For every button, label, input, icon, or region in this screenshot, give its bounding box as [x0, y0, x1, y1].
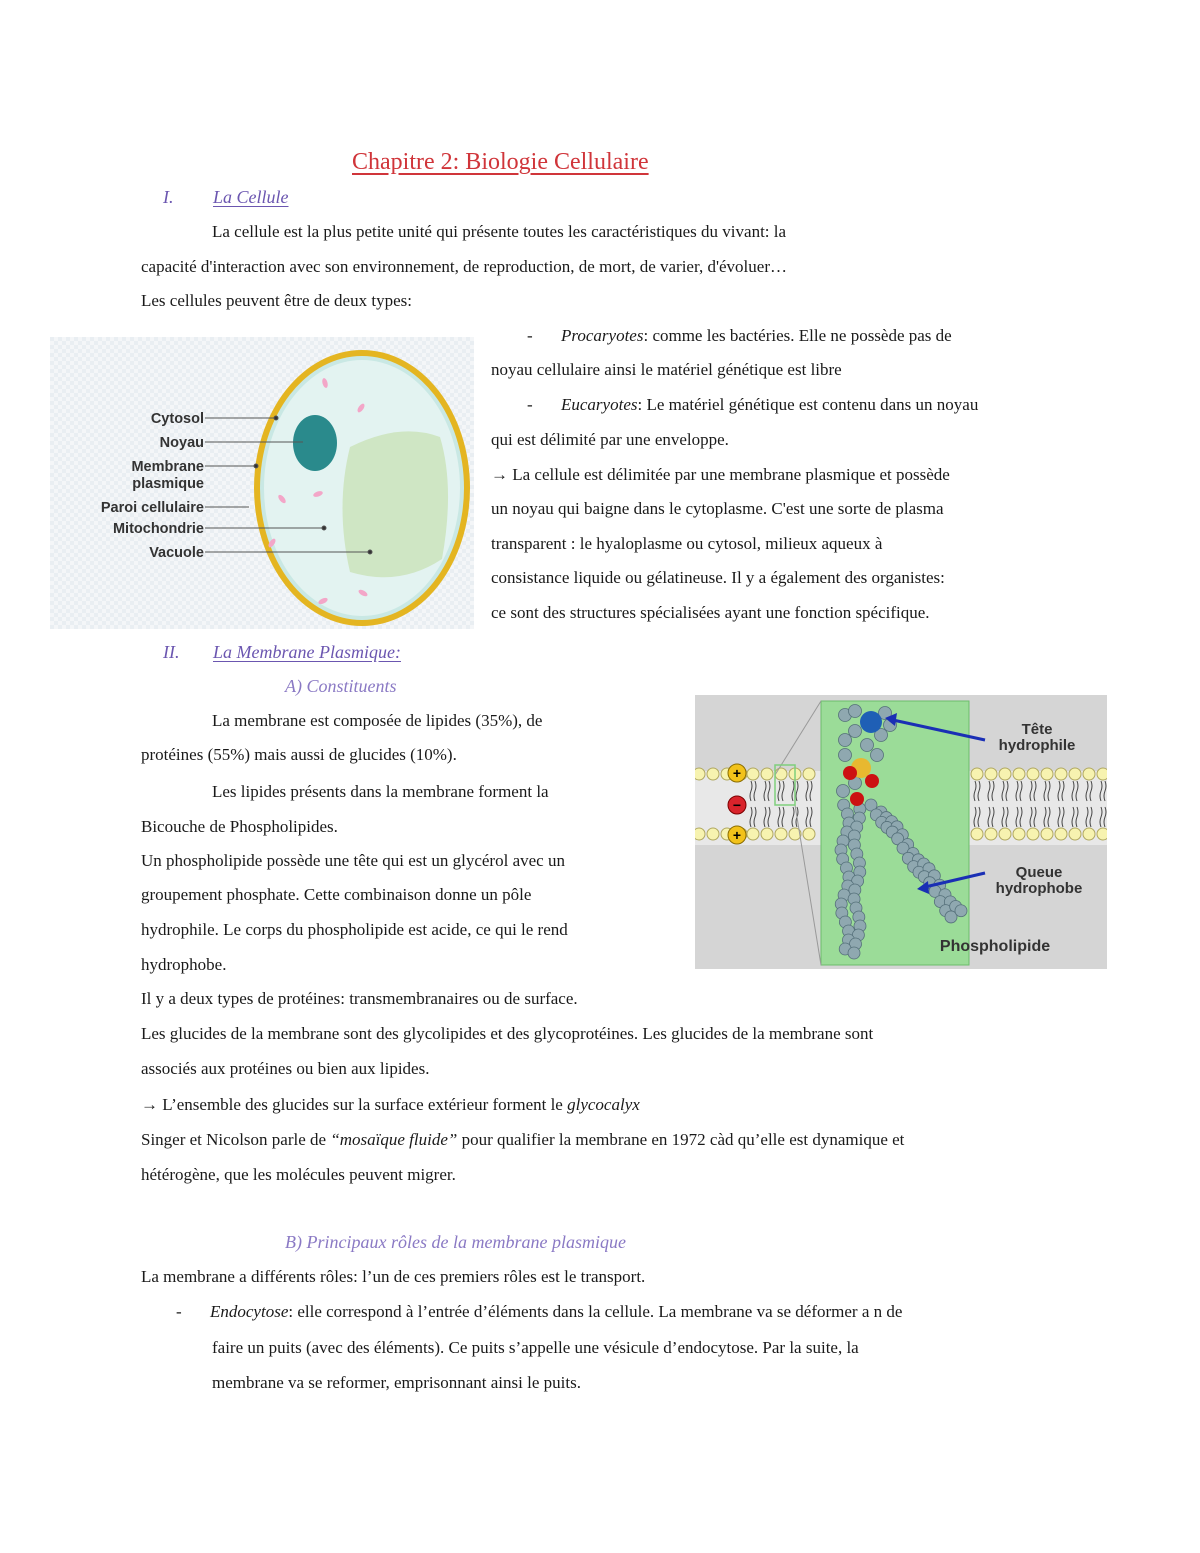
label-tete: Tête — [1021, 721, 1053, 738]
label-phospholipide: Phospholipide — [939, 938, 1051, 955]
svg-text:+: + — [732, 765, 742, 781]
plant-cell-figure — [50, 337, 474, 629]
lipid-head — [1013, 828, 1025, 840]
paragraph-line: ce sont des structures spécialisées ayant une fonction spécifique. — [491, 603, 930, 622]
mitochondria-leader-dot — [322, 526, 326, 530]
paragraph-line: Les cellules peuvent être de deux types: — [141, 291, 412, 310]
paragraph-line: Un phospholipide possède une tête qui est un glycérol avec un — [141, 851, 565, 870]
paragraph-line: protéines (55%) mais aussi de glucides (10%). — [141, 745, 457, 764]
section-1-title: La Cellule — [213, 187, 289, 207]
paragraph-line: qui est délimité par une enveloppe. — [491, 430, 729, 449]
section-2-number: II. — [163, 642, 180, 662]
lipid-head — [707, 828, 719, 840]
carbon-atom — [837, 785, 850, 798]
paragraph-line: capacité d'interaction avec son environnement, de reproduction, de mort, de varier, d'évoluer… — [141, 257, 787, 276]
lipid-head — [775, 768, 787, 780]
glycocalyx-term: glycocalyx — [567, 1095, 640, 1114]
paragraph-line: La membrane est composée de lipides (35%), de — [212, 711, 543, 730]
charge-minus — [728, 796, 746, 814]
label-membrane: Membrane — [131, 459, 204, 475]
vacuole — [343, 431, 449, 577]
lipid-head — [747, 828, 759, 840]
label-paroi: Paroi cellulaire — [100, 500, 204, 516]
paragraph-line: hétérogène, que les molécules peuvent migrer. — [141, 1165, 456, 1184]
choline-atom — [860, 711, 882, 733]
charge-plus-bottom — [728, 826, 746, 844]
paragraph-line: groupement phosphate. Cette combinaison donne un pôle — [141, 885, 532, 904]
endocytose-term: Endocytose — [210, 1302, 289, 1321]
label-vacuole: Vacuole — [149, 545, 204, 561]
cytosol-leader-dot — [274, 416, 278, 420]
carbon-atom — [839, 734, 852, 747]
paragraph-line: Il y a deux types de protéines: transmembranaires ou de surface. — [141, 989, 578, 1008]
carbon-atom — [848, 947, 860, 959]
lipid-head — [761, 768, 773, 780]
svg-text:+: + — [732, 827, 742, 843]
lipid-head — [1013, 768, 1025, 780]
phospholipid-figure — [695, 695, 1107, 969]
lipid-head — [1055, 828, 1067, 840]
mosaique-fluide-term: “mosaïque fluide” — [330, 1130, 458, 1149]
paragraph-line: La membrane a différents rôles: l’un de ces premiers rôles est le transport. — [141, 1267, 646, 1286]
paragraph-line: noyau cellulaire ainsi le matériel génétique est libre — [491, 360, 842, 379]
section-2-heading — [163, 643, 401, 661]
label-cytosol: Cytosol — [150, 411, 204, 427]
label-noyau: Noyau — [159, 435, 204, 451]
carbon-atom — [861, 739, 874, 752]
lipid-head — [1083, 828, 1095, 840]
eucaryotes-item: - Eucaryotes: Le matériel génétique est contenu dans un noyau — [527, 395, 979, 414]
lipid-head — [695, 828, 705, 840]
paragraph-line: Bicouche de Phospholipides. — [141, 817, 338, 836]
eucaryotes-term: Eucaryotes — [561, 395, 638, 414]
charge-plus-top — [728, 764, 746, 782]
lipid-head — [1069, 768, 1081, 780]
carbon-atom — [839, 749, 852, 762]
paragraph-line: hydrophobe. — [141, 955, 227, 974]
carbon-atom — [955, 905, 967, 917]
lipid-head — [803, 768, 815, 780]
paragraph-line: membrane va se reformer, emprisonnant ainsi le puits. — [212, 1373, 581, 1392]
vacuole-leader-dot — [368, 550, 372, 554]
svg-text:−: − — [732, 797, 742, 813]
lipid-head — [1097, 768, 1107, 780]
section-1-heading — [163, 188, 289, 206]
lipid-head — [695, 768, 705, 780]
singer-line: Singer et Nicolson parle de “mosaïque fluide” pour qualifier la membrane en 1972 càd qu’elle est dynamique et — [141, 1130, 905, 1149]
oxygen-atom — [865, 774, 879, 788]
label-hydrophile: hydrophile — [998, 737, 1076, 754]
lipid-head — [775, 828, 787, 840]
lipid-head — [1083, 768, 1095, 780]
lipid-head — [1069, 828, 1081, 840]
paragraph-line: consistance liquide ou gélatineuse. Il y a également des organistes: — [491, 568, 945, 587]
lipid-head — [1055, 768, 1067, 780]
section-1-number: I. — [163, 187, 174, 207]
paragraph-line: hydrophile. Le corps du phospholipide est acide, ce qui le rend — [141, 920, 568, 939]
lipid-head — [1027, 828, 1039, 840]
label-hydrophobe: hydrophobe — [995, 880, 1083, 897]
procaryotes-item: - Procaryotes: comme les bactéries. Elle ne possède pas de — [527, 326, 952, 345]
carbon-atom — [849, 705, 862, 718]
lipid-head — [985, 828, 997, 840]
lipid-head — [761, 828, 773, 840]
label-plasmique: plasmique — [132, 476, 204, 492]
paragraph-line: Les glucides de la membrane sont des glycolipides et des glycoprotéines. Les glucides de la membrane sont — [141, 1024, 874, 1043]
lipid-head — [971, 828, 983, 840]
lipid-head — [747, 768, 759, 780]
paragraph-line: un noyau qui baigne dans le cytoplasme. C'est une sorte de plasma — [491, 499, 944, 518]
endocytose-item: - Endocytose: elle correspond à l’entrée d’éléments dans la cellule. La membrane va se déformer a n de — [176, 1302, 903, 1321]
label-queue: Queue — [1015, 864, 1063, 881]
carbon-atom — [871, 749, 884, 762]
glycocalyx-line: → L’ensemble des glucides sur la surface extérieur forment le glycocalyx — [141, 1095, 640, 1114]
lipid-head — [707, 768, 719, 780]
membrane-leader-dot — [254, 464, 258, 468]
subheading-b: B) Principaux rôles de la membrane plasmique — [285, 1232, 626, 1252]
paragraph-line: La cellule est la plus petite unité qui présente toutes les caractéristiques du vivant: la — [212, 222, 787, 241]
label-mitochondrie: Mitochondrie — [112, 521, 204, 537]
lipid-head — [999, 768, 1011, 780]
subheading-a: A) Constituents — [285, 676, 397, 696]
lipid-head — [999, 828, 1011, 840]
procaryotes-term: Procaryotes — [561, 326, 644, 345]
paragraph-line: Les lipides présents dans la membrane forment la — [212, 782, 549, 801]
lipid-head — [1097, 828, 1107, 840]
lipid-head — [803, 828, 815, 840]
lipid-head — [985, 768, 997, 780]
nucleus — [293, 415, 337, 471]
paragraph-line: faire un puits (avec des éléments). Ce puits s’appelle une vésicule d’endocytose. Par la suite, la — [212, 1338, 859, 1357]
lipid-head — [1041, 768, 1053, 780]
lipid-head — [1027, 768, 1039, 780]
paragraph-line: → La cellule est délimitée par une membrane plasmique et possède — [491, 465, 950, 484]
section-2-title: La Membrane Plasmique: — [213, 642, 401, 662]
oxygen-atom — [843, 766, 857, 780]
lipid-head — [1041, 828, 1053, 840]
page-title: Chapitre 2: Biologie Cellulaire — [352, 149, 649, 175]
lipid-head — [971, 768, 983, 780]
paragraph-line: transparent : le hyaloplasme ou cytosol, milieux aqueux à — [491, 534, 883, 553]
oxygen-atom — [850, 792, 864, 806]
paragraph-line: associés aux protéines ou bien aux lipides. — [141, 1059, 430, 1078]
carbon-atom — [849, 725, 862, 738]
